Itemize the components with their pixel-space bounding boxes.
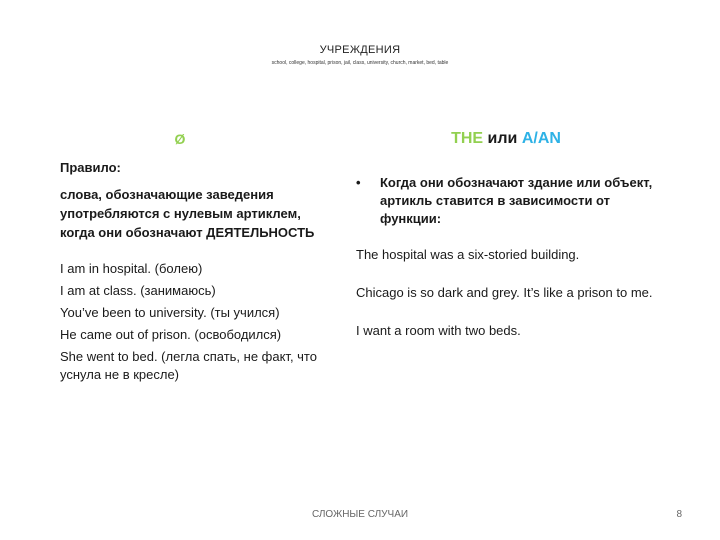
the-label: THE <box>451 130 484 147</box>
slide-subtitle: school, college, hospital, prison, jail, class, university, church, market, bed, table <box>271 60 449 66</box>
page-number: 8 <box>676 509 682 520</box>
left-example: She went to bed. (легла спать, не факт, что уснула не в кресле) <box>60 349 317 382</box>
left-example: You’ve been to university. (ты учился) <box>60 305 280 320</box>
zero-article-header: Ø <box>174 131 186 147</box>
rule-title: Правило: <box>60 160 121 175</box>
right-column <box>356 125 656 340</box>
a-an-label: A/AN <box>521 130 561 147</box>
slide-title: УЧРЕЖДЕНИЯ <box>319 44 401 56</box>
bullet-text: Когда они обозначают здание или объект, артикль ставится в зависимости от функции: <box>380 175 653 226</box>
right-example: I want a room with two beds. <box>356 323 521 338</box>
rule-text: слова, обозначающие заведения употребляются с нулевым артиклем, когда они обозначают ДЕЯТЕЛЬНОСТЬ <box>60 187 315 240</box>
right-example: Chicago is so dark and grey. It’s like a prison to me. <box>356 285 653 300</box>
left-example: I am at class. (занимаюсь) <box>60 283 216 298</box>
left-example: I am in hospital. (болею) <box>60 261 203 276</box>
footer-label: СЛОЖНЫЕ СЛУЧАИ <box>311 509 409 520</box>
left-examples <box>60 260 328 384</box>
bullet-item <box>356 174 656 228</box>
or-label: или <box>487 130 518 147</box>
right-example: The hospital was a six-storied building. <box>356 247 580 262</box>
bullet-icon: • <box>356 175 361 190</box>
left-column <box>60 125 328 388</box>
article-header <box>356 125 656 153</box>
left-example: He came out of prison. (освободился) <box>60 327 282 342</box>
